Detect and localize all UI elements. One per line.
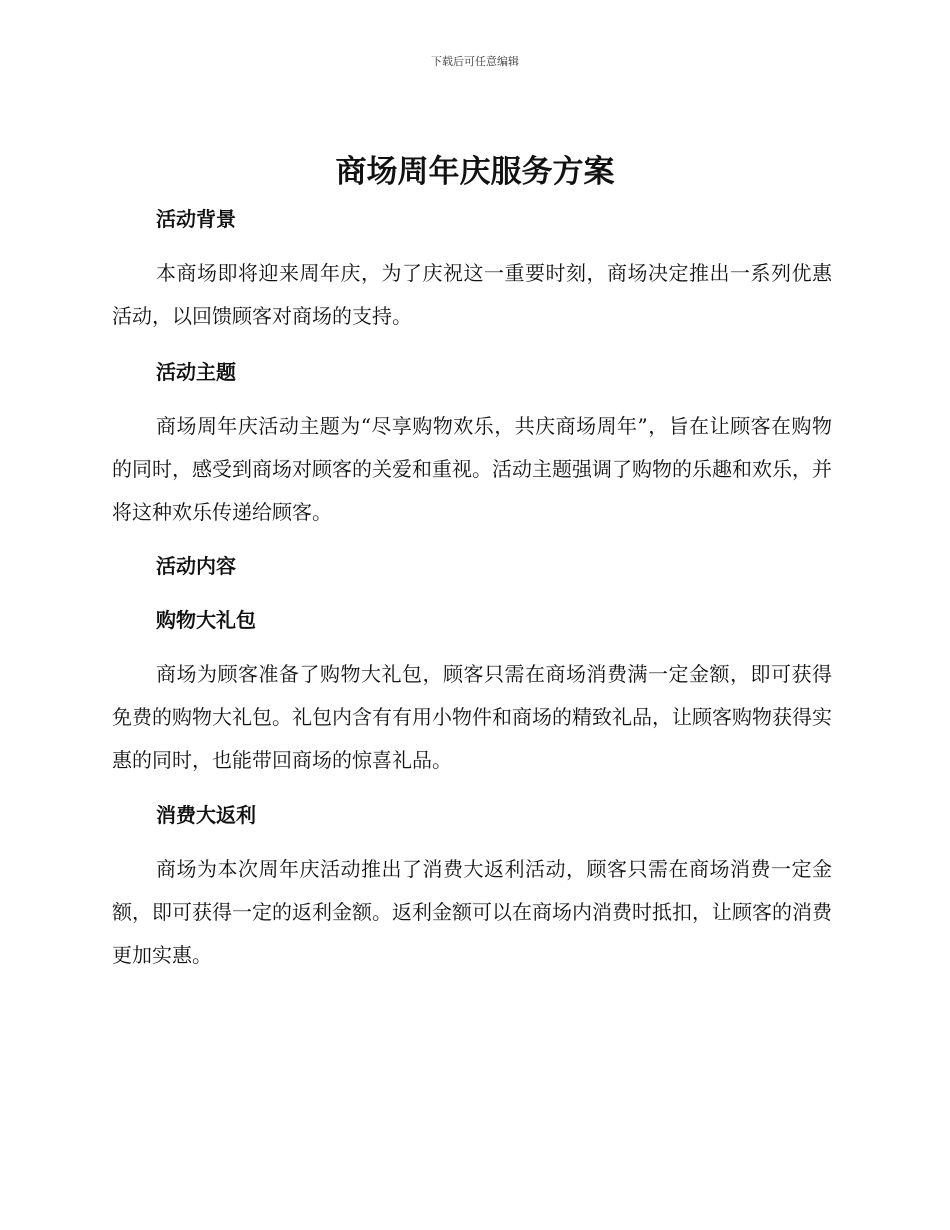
section-heading-content: 活动内容 (156, 554, 236, 578)
section-heading-rebate: 消费大返利 (156, 803, 256, 827)
section-heading-background: 活动背景 (156, 207, 236, 231)
document-title: 商场周年庆服务方案 (335, 154, 615, 190)
section-paragraph-gift-pack: 商场为顾客准备了购物大礼包，顾客只需在商场消费满一定金额，即可获得免费的购物大礼包。礼包内含有有用小物件和商场的精致礼品，让顾客购物获得实惠的同时，也能带回商场的惊喜礼品。 (112, 662, 832, 772)
section-paragraph-background: 本商场即将迎来周年庆，为了庆祝这一重要时刻，商场决定推出一系列优惠活动，以回馈顾客对商场的支持。 (112, 261, 832, 328)
section-heading-theme: 活动主题 (156, 360, 236, 384)
page-header-note: 下载后可任意编辑 (431, 55, 519, 68)
section-paragraph-rebate: 商场为本次周年庆活动推出了消费大返利活动，顾客只需在商场消费一定金额，即可获得一定的返利金额。返利金额可以在商场内消费时抵扣，让顾客的消费更加实惠。 (112, 857, 832, 967)
section-paragraph-theme: 商场周年庆活动主题为“尽享购物欢乐，共庆商场周年”，旨在让顾客在购物的同时，感受到商场对顾客的关爱和重视。活动主题强调了购物的乐趣和欢乐，并将这种欢乐传递给顾客。 (112, 414, 832, 524)
section-heading-gift-pack: 购物大礼包 (156, 608, 256, 632)
